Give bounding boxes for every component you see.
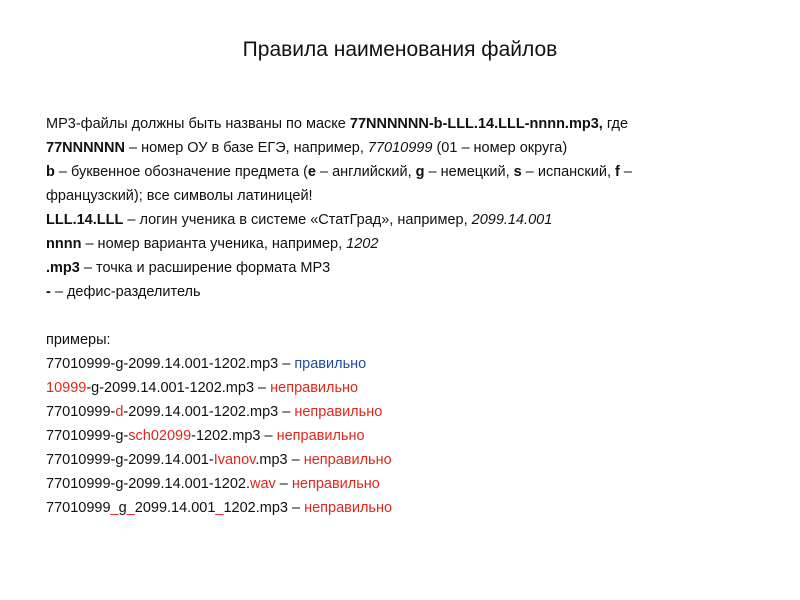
rule-dash [46, 280, 766, 304]
lll-text: – логин ученика в системе «СтатГрад», например, [123, 212, 472, 228]
example-2 [46, 376, 766, 400]
ou-example: 77010999 [367, 140, 433, 156]
ex7-verdict: неправильно [304, 500, 393, 516]
example-5 [46, 448, 766, 472]
rule-mask [46, 112, 766, 136]
ex3-verdict: неправильно [294, 404, 383, 420]
nnnn-term: nnnn [46, 236, 82, 252]
ex4-pre: 77010999-g- [46, 428, 129, 444]
rule-ou [46, 136, 766, 160]
example-1 [46, 352, 766, 376]
ex5-pre: 77010999-g-2099.14.001- [46, 452, 214, 468]
ex3-rest: -2099.14.001-1202.mp3 – [123, 404, 295, 420]
b-line-2: французский); все символы латиницей! [46, 188, 313, 204]
mask-suffix: где [602, 116, 629, 132]
ex6-verdict: неправильно [291, 476, 380, 492]
ex7-underscore-2: _ [126, 500, 135, 516]
rules-content [46, 112, 766, 520]
ou-text: – номер ОУ в базе ЕГЭ, например, [124, 140, 368, 156]
nnnn-example: 1202 [346, 236, 379, 252]
b-text-2: – английский, [315, 164, 416, 180]
ou-note: (01 – номер округа) [432, 140, 568, 156]
ex4-bad: sch02099 [128, 428, 192, 444]
dash-term: - [46, 284, 51, 300]
page-title: Правила наименования файлов [242, 38, 558, 61]
ex4-verdict: неправильно [276, 428, 365, 444]
ex4-rest: -1202.mp3 – [191, 428, 277, 444]
lll-term: LLL.14.LLL [46, 212, 124, 228]
ex5-rest: .mp3 – [255, 452, 304, 468]
nnnn-text: – номер варианта ученика, например, [81, 236, 347, 252]
b-term: b [46, 164, 55, 180]
ex3-pre: 77010999- [46, 404, 116, 420]
dash-text: – дефис-разделитель [50, 284, 201, 300]
ex2-bad: 10999 [46, 380, 87, 396]
rule-extension [46, 256, 766, 280]
example-3 [46, 400, 766, 424]
mask-prefix: MP3-файлы должны быть названы по маске [46, 116, 350, 132]
ex1-name: 77010999-g-2099.14.001-1202.mp3 [46, 356, 279, 372]
example-6 [46, 472, 766, 496]
ex1-verdict: правильно [294, 356, 367, 372]
ex6-rest: – [275, 476, 292, 492]
rule-subject [46, 160, 766, 208]
rule-variant [46, 232, 766, 256]
ex2-verdict: неправильно [270, 380, 359, 396]
ex3-bad: d [115, 404, 124, 420]
ou-term: 77NNNNNN [46, 140, 125, 156]
ex7-part-3: 2099.14.001 [134, 500, 216, 516]
ex6-bad: wav [249, 476, 276, 492]
b-letter-s: s [513, 164, 522, 180]
spacer [46, 304, 766, 328]
ex7-part-2: g [118, 500, 127, 516]
ex7-underscore-1: _ [110, 500, 119, 516]
rule-login [46, 208, 766, 232]
ex2-rest: -g-2099.14.001-1202.mp3 – [86, 380, 271, 396]
ex7-part-1: 77010999 [46, 500, 111, 516]
examples-heading: примеры: [46, 332, 111, 348]
b-text-4: – испанский, [521, 164, 615, 180]
ex5-bad: Ivanov [213, 452, 256, 468]
b-text-3: – немецкий, [424, 164, 514, 180]
ex6-pre: 77010999-g-2099.14.001-1202. [46, 476, 250, 492]
ex7-part-4: 1202.mp3 – [223, 500, 305, 516]
ex5-verdict: неправильно [303, 452, 392, 468]
lll-example: 2099.14.001 [471, 212, 553, 228]
ex1-sep: – [278, 356, 295, 372]
mp3-text: – точка и расширение формата MP3 [79, 260, 331, 276]
mask-value: 77NNNNNN-b-LLL.14.LLL-nnnn.mp3, [349, 116, 603, 132]
example-7 [46, 496, 766, 520]
mp3-term: .mp3 [46, 260, 80, 276]
b-letter-f: f [615, 164, 620, 180]
ex7-underscore-3: _ [215, 500, 224, 516]
b-text-1: – буквенное обозначение предмета ( [54, 164, 308, 180]
b-letter-g: g [415, 164, 425, 180]
b-text-5: – [619, 164, 632, 180]
b-letter-e: e [307, 164, 316, 180]
example-4 [46, 424, 766, 448]
